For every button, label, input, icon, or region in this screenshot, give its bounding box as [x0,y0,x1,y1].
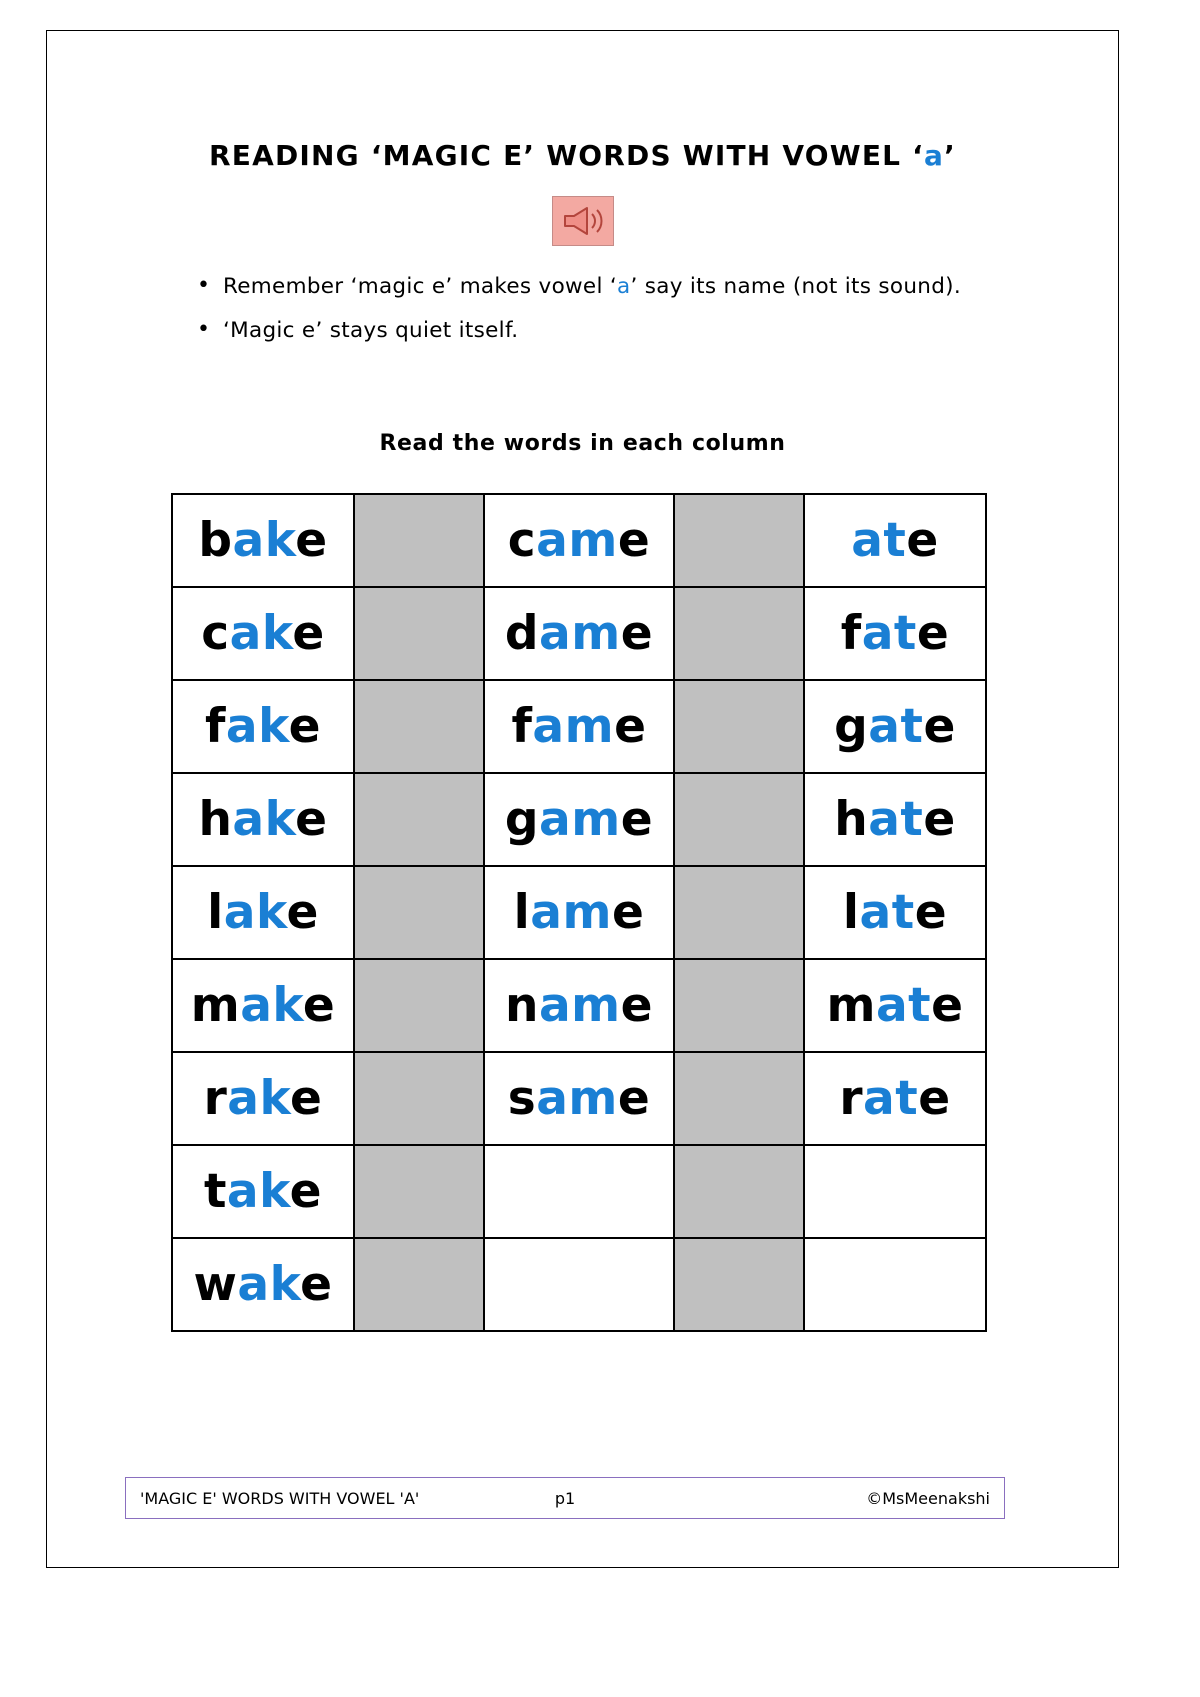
word-tail: e [295,792,328,847]
word-tail: e [286,885,319,940]
bullet-text [223,269,987,305]
footer-border-decoration [126,1474,1004,1480]
spacer-cell [354,773,484,866]
word-tail: e [288,699,322,754]
table-row [172,959,986,1052]
word-lead: l [207,885,224,940]
word-mid: ak [225,699,289,754]
word-mid: at [868,699,924,754]
instruction-bullet-list [197,269,987,357]
word-cell-empty [804,1238,986,1331]
spacer-cell [674,959,804,1052]
word-tail: e [931,978,964,1033]
word-cell [172,587,354,680]
word-tail: e [300,1257,333,1312]
word-lead: w [193,1257,238,1312]
word-lead: f [204,699,226,754]
word-lead: g [834,699,869,754]
word-cell [804,494,986,587]
word-tail: e [611,885,645,940]
spacer-cell [674,494,804,587]
table-row [172,587,986,680]
word-lead: c [201,606,230,661]
word-tail: e [292,606,325,661]
word-tail: e [923,792,956,847]
word-tail: e [617,1071,651,1126]
table-row [172,866,986,959]
word-cell [804,587,986,680]
spacer-cell [354,680,484,773]
word-cell [484,680,674,773]
word-cell [804,866,986,959]
spacer-cell [354,866,484,959]
word-cell [484,773,674,866]
page-footer [125,1477,1005,1519]
bullet-marker: • [197,317,210,342]
word-cell [484,959,674,1052]
word-cell [172,866,354,959]
spacer-cell [354,587,484,680]
worksheet-page [46,30,1119,1568]
spacer-cell [354,959,484,1052]
word-tail: e [620,978,654,1033]
word-tail: e [290,1071,323,1126]
word-lead: d [504,606,540,661]
bullet-text-vowel: a [617,274,631,299]
bullet-text-suffix: ’ say its name (not its sound). [630,274,961,299]
word-cell [172,773,354,866]
word-cell [484,866,674,959]
spacer-cell [674,1145,804,1238]
spacer-cell [354,1052,484,1145]
spacer-cell [674,866,804,959]
footer-border-decoration [126,1516,1004,1522]
word-mid: ak [223,885,287,940]
word-mid: at [861,606,917,661]
word-cell-empty [804,1145,986,1238]
footer-copyright: ©MsMeenakshi [866,1488,990,1508]
word-cell [172,1052,354,1145]
word-lead: m [190,978,241,1033]
spacer-cell [674,587,804,680]
word-mid: ak [232,513,296,568]
megaphone-icon [552,196,614,246]
word-tail: e [302,978,336,1033]
table-row [172,1145,986,1238]
word-lead: n [504,978,539,1033]
word-mid: am [536,513,618,568]
word-tail: e [918,1071,951,1126]
footer-title: 'MAGIC E' WORDS WITH VOWEL 'A' [140,1488,420,1508]
word-tail: e [620,792,654,847]
word-lead: c [507,513,537,568]
word-lead: s [507,1071,537,1126]
word-tail: e [620,606,654,661]
table-row [172,773,986,866]
word-tail: e [916,606,950,661]
list-item [197,269,987,305]
word-mid: at [868,792,924,847]
word-mid: ak [240,978,303,1033]
word-mid: ak [232,792,296,847]
word-mid: am [538,978,621,1033]
word-tail: e [614,699,647,754]
spacer-cell [354,1238,484,1331]
footer-page-number: p1 [554,1488,576,1508]
spacer-cell [354,494,484,587]
bullet-text-prefix: ‘Magic e’ stays quiet itself. [223,318,519,343]
word-table [171,493,987,1332]
word-cell [172,959,354,1052]
word-mid: at [859,885,915,940]
word-tail: e [617,513,651,568]
spacer-cell [354,1145,484,1238]
word-lead: r [203,1071,228,1126]
spacer-cell [674,680,804,773]
word-cell-empty [484,1145,674,1238]
word-mid: at [875,978,932,1033]
word-mid: am [539,792,621,847]
word-cell [804,773,986,866]
word-mid: am [532,699,615,754]
bullet-text [223,313,987,349]
page-title [47,139,1118,172]
word-mid: ak [229,606,293,661]
table-row [172,1052,986,1145]
word-tail: e [914,885,948,940]
word-mid: at [863,1071,919,1126]
word-lead: l [842,885,860,940]
word-tail: e [289,1164,323,1219]
list-item [197,313,987,349]
word-lead: b [198,513,233,568]
word-tail: e [906,513,939,568]
word-cell [172,494,354,587]
spacer-cell [674,1052,804,1145]
page-title-vowel: a [924,139,945,172]
bullet-marker: • [197,273,210,298]
word-cell [804,959,986,1052]
word-cell [804,680,986,773]
word-lead: h [834,792,869,847]
spacer-cell [674,773,804,866]
word-mid: ak [226,1164,290,1219]
word-cell [172,1145,354,1238]
word-mid: ak [227,1071,290,1126]
word-lead: t [203,1164,227,1219]
word-mid: ak [237,1257,301,1312]
word-cell [484,1052,674,1145]
word-mid: am [530,885,612,940]
word-cell [804,1052,986,1145]
page-title-suffix: ’ [944,139,956,172]
activity-instruction: Read the words in each column [379,431,786,456]
word-lead: l [513,885,531,940]
word-lead: g [504,792,540,847]
word-cell-empty [484,1238,674,1331]
word-lead: f [511,699,533,754]
table-row [172,494,986,587]
word-lead: m [826,978,876,1033]
bullet-text-prefix: Remember ‘magic e’ makes vowel ‘ [223,274,617,299]
word-tail: e [295,513,328,568]
word-lead: h [198,792,233,847]
word-lead: r [839,1071,864,1126]
word-mid: am [539,606,621,661]
page-title-prefix: READING ‘MAGIC E’ WORDS WITH VOWEL ‘ [209,139,924,172]
word-cell [172,1238,354,1331]
table-row [172,680,986,773]
word-cell [484,494,674,587]
word-cell [484,587,674,680]
word-cell [172,680,354,773]
word-mid: am [536,1071,618,1126]
table-row [172,1238,986,1331]
spacer-cell [674,1238,804,1331]
word-lead: f [840,606,862,661]
word-mid: at [851,513,907,568]
word-tail: e [923,699,956,754]
